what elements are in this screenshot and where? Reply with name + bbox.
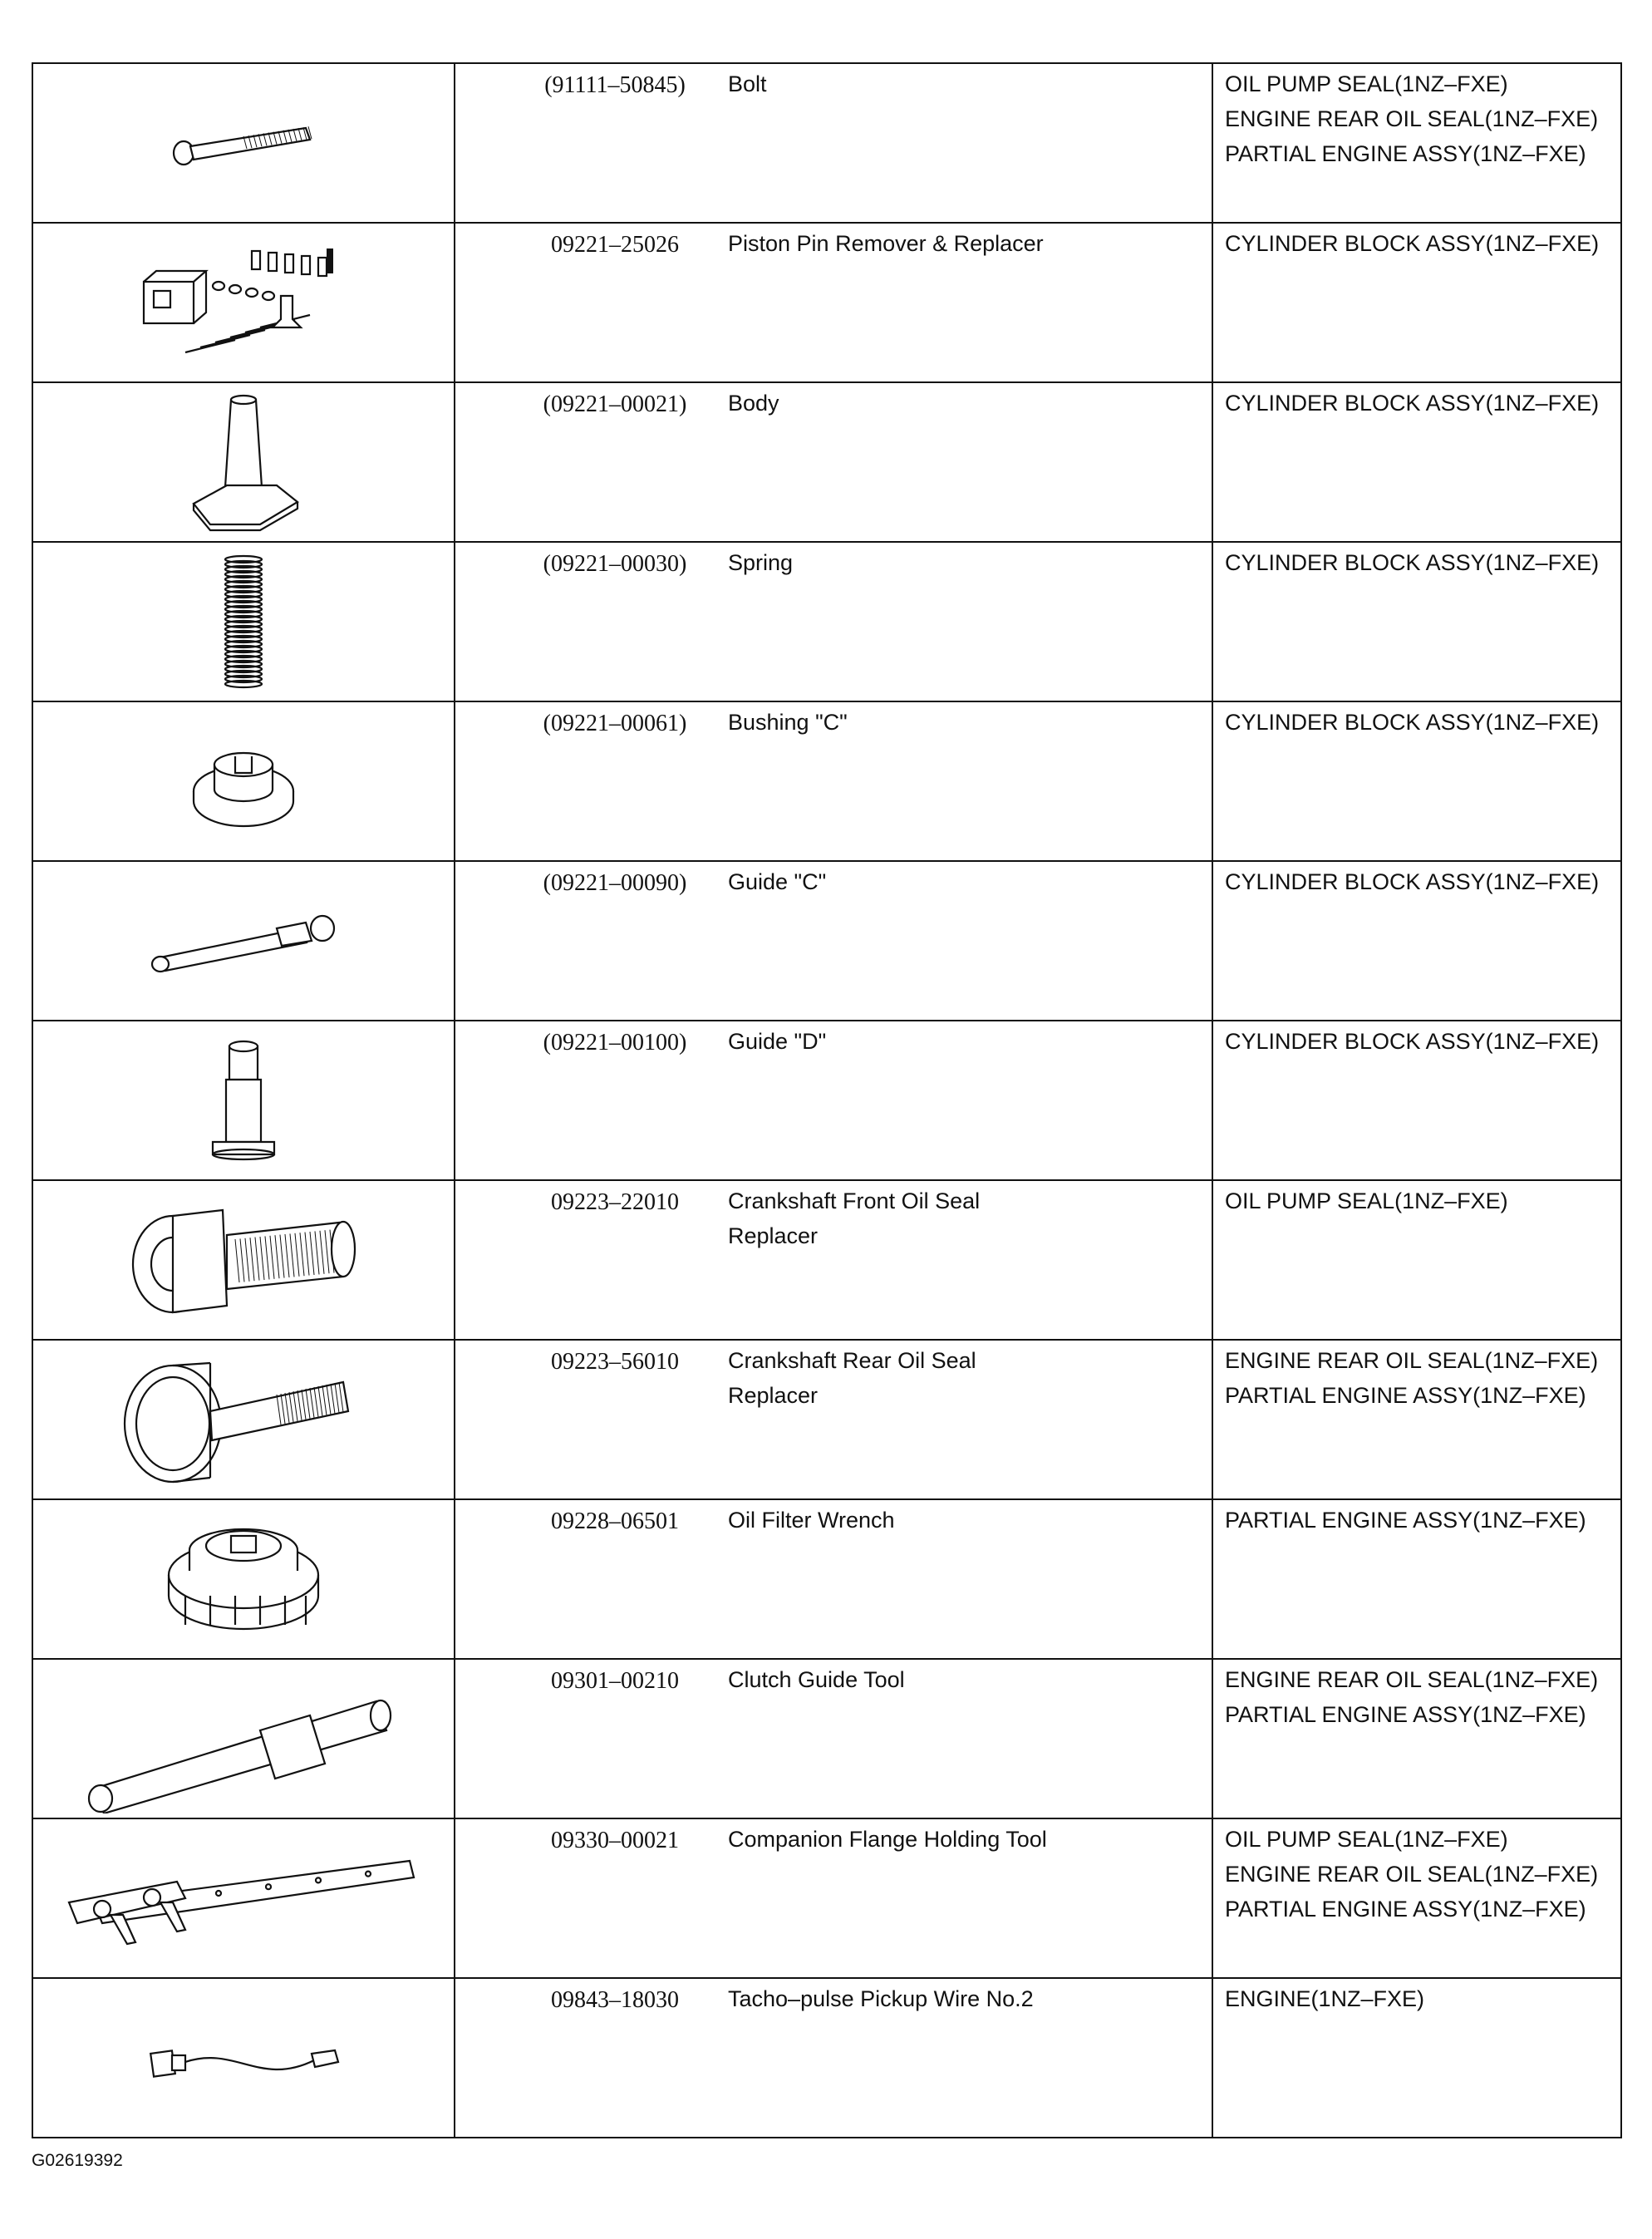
usage-line: ENGINE REAR OIL SEAL(1NZ–FXE) <box>1225 106 1599 131</box>
part-cell <box>455 542 1212 701</box>
usage-line: PARTIAL ENGINE ASSY(1NZ–FXE) <box>1225 141 1586 166</box>
table-row <box>32 223 1621 382</box>
illustration-cell <box>32 63 455 223</box>
bushing-icon <box>33 702 454 860</box>
part-number: 09330–00021 <box>551 1828 679 1853</box>
table-row <box>32 1659 1621 1818</box>
part-name: Oil Filter Wrench <box>728 1508 895 1533</box>
illustration-cell <box>32 1659 455 1818</box>
usage-line: ENGINE REAR OIL SEAL(1NZ–FXE) <box>1225 1348 1599 1373</box>
usage-line: CYLINDER BLOCK ASSY(1NZ–FXE) <box>1225 710 1600 735</box>
illustration-cell <box>32 701 455 861</box>
illustration-cell <box>32 223 455 382</box>
part-name: Clutch Guide Tool <box>728 1667 905 1692</box>
illustration-cell <box>32 861 455 1021</box>
usage-line: CYLINDER BLOCK ASSY(1NZ–FXE) <box>1225 1029 1600 1054</box>
part-name: Guide "D" <box>728 1029 827 1054</box>
usage-line: PARTIAL ENGINE ASSY(1NZ–FXE) <box>1225 1702 1586 1727</box>
part-number: (09221–00090) <box>543 870 687 896</box>
part-cell <box>455 861 1212 1021</box>
part-number: (09221–00021) <box>543 391 687 417</box>
spring-icon <box>33 543 454 701</box>
part-cell <box>455 1818 1212 1978</box>
usage-cell <box>1212 861 1621 1021</box>
usage-line: CYLINDER BLOCK ASSY(1NZ–FXE) <box>1225 869 1600 894</box>
usage-line: PARTIAL ENGINE ASSY(1NZ–FXE) <box>1225 1508 1586 1533</box>
part-number: (09221–00030) <box>543 551 687 577</box>
table-row <box>32 861 1621 1021</box>
table-row <box>32 701 1621 861</box>
table-row <box>32 1818 1621 1978</box>
part-number: 09221–25026 <box>551 232 679 258</box>
table-row <box>32 1499 1621 1659</box>
part-name: Companion Flange Holding Tool <box>728 1827 1047 1852</box>
table-row <box>32 542 1621 701</box>
usage-cell <box>1212 542 1621 701</box>
usage-cell <box>1212 1818 1621 1978</box>
usage-line: OIL PUMP SEAL(1NZ–FXE) <box>1225 71 1508 96</box>
usage-cell <box>1212 223 1621 382</box>
part-name: Crankshaft Rear Oil Seal Replacer <box>728 1348 976 1408</box>
usage-cell <box>1212 382 1621 542</box>
part-number: (91111–50845) <box>544 72 686 98</box>
part-number: 09301–00210 <box>551 1668 679 1694</box>
figure-code: G02619392 <box>32 2151 123 2170</box>
clutch-guide-icon <box>33 1660 454 1818</box>
part-cell <box>455 1180 1212 1340</box>
part-name: Body <box>728 391 779 416</box>
flange-holding-tool-icon <box>33 1819 454 1977</box>
bolt-icon <box>33 64 454 222</box>
part-number: 09223–56010 <box>551 1349 679 1375</box>
part-name: Guide "C" <box>728 869 827 894</box>
part-name: Bushing "C" <box>728 710 848 735</box>
table-row <box>32 1021 1621 1180</box>
usage-line: PARTIAL ENGINE ASSY(1NZ–FXE) <box>1225 1897 1586 1922</box>
part-cell <box>455 1021 1212 1180</box>
illustration-cell <box>32 542 455 701</box>
usage-line: CYLINDER BLOCK ASSY(1NZ–FXE) <box>1225 231 1600 256</box>
usage-cell <box>1212 1340 1621 1499</box>
part-number: 09223–22010 <box>551 1189 679 1215</box>
part-number: (09221–00100) <box>543 1030 687 1056</box>
oil-filter-wrench-icon <box>33 1500 454 1658</box>
table-row <box>32 1340 1621 1499</box>
usage-line: PARTIAL ENGINE ASSY(1NZ–FXE) <box>1225 1383 1586 1408</box>
illustration-cell <box>32 1021 455 1180</box>
part-cell <box>455 223 1212 382</box>
rear-seal-replacer-icon <box>33 1341 454 1498</box>
part-number: 09228–06501 <box>551 1508 679 1534</box>
part-cell <box>455 701 1212 861</box>
table-row <box>32 1978 1621 2138</box>
usage-cell <box>1212 1978 1621 2138</box>
part-name: Tacho–pulse Pickup Wire No.2 <box>728 1986 1034 2011</box>
part-cell <box>455 1499 1212 1659</box>
illustration-cell <box>32 382 455 542</box>
part-name: Crankshaft Front Oil Seal Replacer <box>728 1188 981 1248</box>
usage-line: OIL PUMP SEAL(1NZ–FXE) <box>1225 1188 1508 1213</box>
part-cell <box>455 63 1212 223</box>
pickup-wire-icon <box>33 1979 454 2137</box>
table-row <box>32 382 1621 542</box>
usage-cell <box>1212 63 1621 223</box>
usage-line: ENGINE REAR OIL SEAL(1NZ–FXE) <box>1225 1862 1599 1887</box>
front-seal-replacer-icon <box>33 1181 454 1339</box>
part-number: 09843–18030 <box>551 1987 679 2013</box>
part-name: Bolt <box>728 71 767 96</box>
illustration-cell <box>32 1499 455 1659</box>
usage-line: OIL PUMP SEAL(1NZ–FXE) <box>1225 1827 1508 1852</box>
special-tools-table <box>32 62 1622 2138</box>
usage-cell <box>1212 1659 1621 1818</box>
guide-d-icon <box>33 1021 454 1179</box>
usage-line: CYLINDER BLOCK ASSY(1NZ–FXE) <box>1225 391 1600 416</box>
part-cell <box>455 382 1212 542</box>
part-cell <box>455 1978 1212 2138</box>
usage-line: ENGINE REAR OIL SEAL(1NZ–FXE) <box>1225 1667 1599 1692</box>
illustration-cell <box>32 1180 455 1340</box>
tool-set-icon <box>33 224 454 381</box>
usage-cell <box>1212 1180 1621 1340</box>
table-row <box>32 1180 1621 1340</box>
part-name: Spring <box>728 550 794 575</box>
illustration-cell <box>32 1340 455 1499</box>
part-cell <box>455 1340 1212 1499</box>
table-row <box>32 63 1621 223</box>
body-icon <box>33 383 454 541</box>
part-cell <box>455 1659 1212 1818</box>
illustration-cell <box>32 1978 455 2138</box>
usage-line: ENGINE(1NZ–FXE) <box>1225 1986 1425 2011</box>
usage-cell <box>1212 1021 1621 1180</box>
illustration-cell <box>32 1818 455 1978</box>
part-name: Piston Pin Remover & Replacer <box>728 231 1044 256</box>
usage-cell <box>1212 1499 1621 1659</box>
guide-c-icon <box>33 862 454 1020</box>
part-number: (09221–00061) <box>543 711 687 736</box>
usage-cell <box>1212 701 1621 861</box>
usage-line: CYLINDER BLOCK ASSY(1NZ–FXE) <box>1225 550 1600 575</box>
